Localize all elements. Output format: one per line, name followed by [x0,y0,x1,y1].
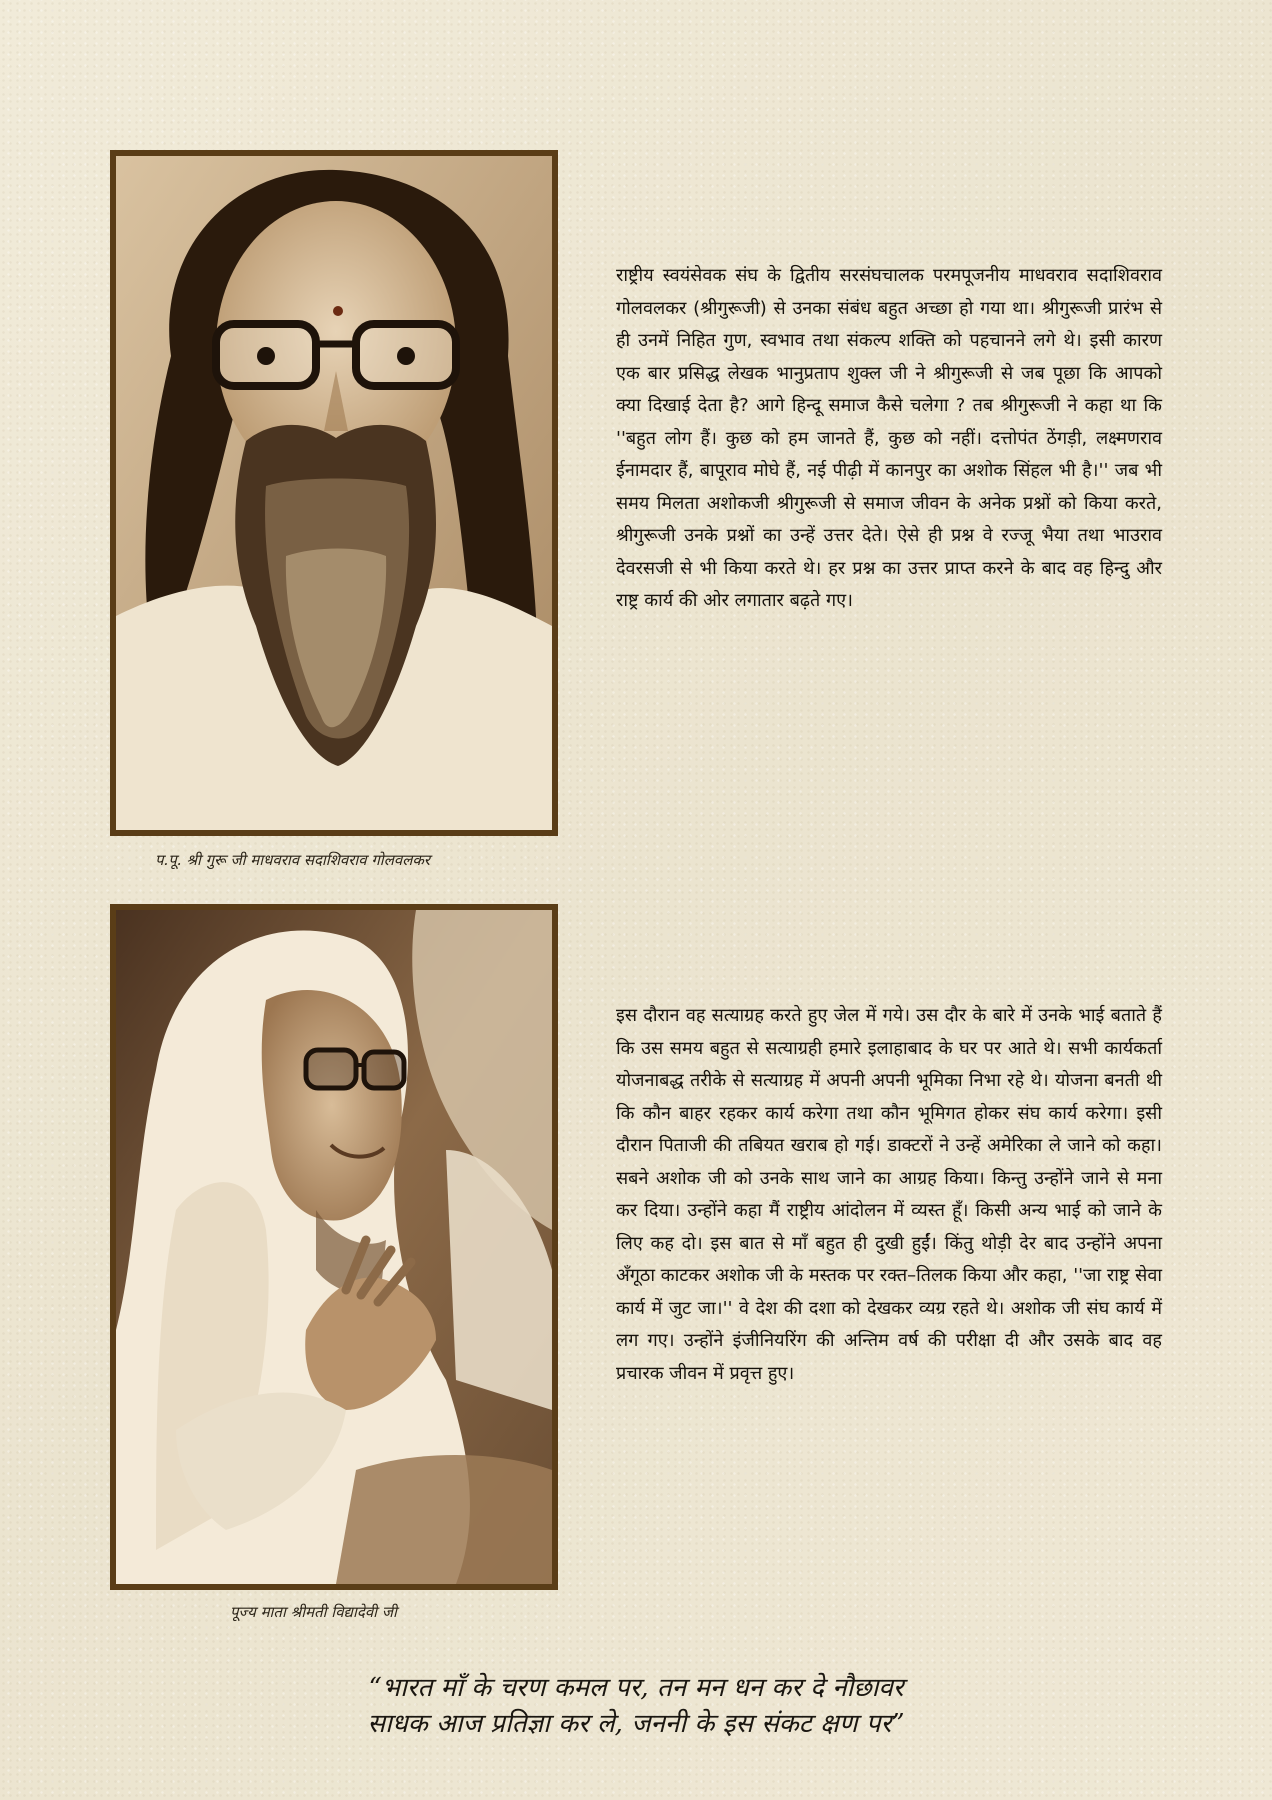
portrait-mata-ji-image [116,910,552,1584]
photo-guruji [110,150,558,836]
paragraph-guruji: राष्ट्रीय स्वयंसेवक संघ के द्वितीय सरसंघचालक परमपूजनीय माधवराव सदाशिवराव गोलवलकर (श्रीगुरूजी) से उनका संबंध बहुत अच्छा हो गया था। श्रीगुरूजी प्रारंभ से ही उनमें निहित गुण, स्वभाव तथा संकल्प शक्ति को पहचानने लगे थे। इसी कारण एक बार प्रसिद्ध लेखक भानुप्रताप शुक्ल जी ने श्रीगुरूजी से जब पूछा कि आपको क्या दिखाई देता है? आगे हिन्दू समाज कैसे चलेगा ? तब श्रीगुरूजी ने कहा था कि ''बहुत लोग हैं। कुछ को हम जानते हैं, कुछ को नहीं। दत्तोपंत ठेंगड़ी, लक्ष्मणराव ईनामदार हैं, बापूराव मोघे हैं, नई पीढ़ी में कानपुर का अशोक सिंहल भी है।'' जब भी समय मिलता अशोकजी श्रीगुरूजी से समाज जीवन के अनेक प्रश्नों को किया करते, श्रीगुरूजी उनके प्रश्नों का उन्हें उत्तर देते। ऐसे ही प्रश्न वे रज्जू भैया तथा भाउराव देवरसजी से भी किया करते थे। हर प्रश्न का उत्तर प्राप्त करने के बाद वह हिन्दु और राष्ट्र कार्य की ओर लगातार बढ़ते गए। [616,265,1162,611]
photo-mata-ji [110,904,558,1590]
caption-guruji: प.पू. श्री गुरू जी माधवराव सदाशिवराव गोलवलकर [155,851,431,869]
verse-line-2: साधक आज प्रतिज्ञा कर ले, जननी के इस संकट क्षण पर” [367,1709,905,1739]
caption-mata-ji: पूज्य माता श्रीमती विद्यादेवी जी [230,1603,397,1621]
paragraph-satyagraha: इस दौरान वह सत्याग्रह करते हुए जेल में गये। उस दौर के बारे में उनके भाई बताते हैं कि उस समय बहुत से सत्याग्रही हमारे इलाहाबाद के घर पर आते थे। सभी कार्यकर्ता योजनाबद्ध तरीके से सत्याग्रह में अपनी अपनी भूमिका निभा रहे थे। योजना बनती थी कि कौन बाहर रहकर कार्य करेगा तथा कौन भूमिगत होकर संघ कार्य करेगा। इसी दौरान पिताजी की तबियत खराब हो गई। डाक्टरों ने उन्हें अमेरिका ले जाने को कहा। सबने अशोक जी को उनके साथ जाने का आग्रह किया। किन्तु उन्होंने जाने से मना कर दिया। उन्होंने कहा मैं राष्ट्रीय आंदोलन में व्यस्त हूँ। किसी अन्य भाई को जाने के लिए कह दो। इस बात से माँ बहुत ही दुखी हुईं। किंतु थोड़ी देर बाद उन्होंने अपना अँगूठा काटकर अशोक जी के मस्तक पर रक्त–तिलक किया और कहा, ''जा राष्ट्र सेवा कार्य में जुट जा।'' वे देश की दशा को देखकर व्यग्र रहते थे। अशोक जी संघ कार्य में लग गए। उन्होंने इंजीनियरिंग की अन्तिम वर्ष की परीक्षा दी और उसके बाद वह प्रचारक जीवन में प्रवृत्त हुए। [616,1005,1162,1384]
portrait-guruji-image [116,156,552,830]
verse-line-1: “भारत माँ के चरण कमल पर, तन मन धन कर दे नौछावर [368,1673,904,1703]
